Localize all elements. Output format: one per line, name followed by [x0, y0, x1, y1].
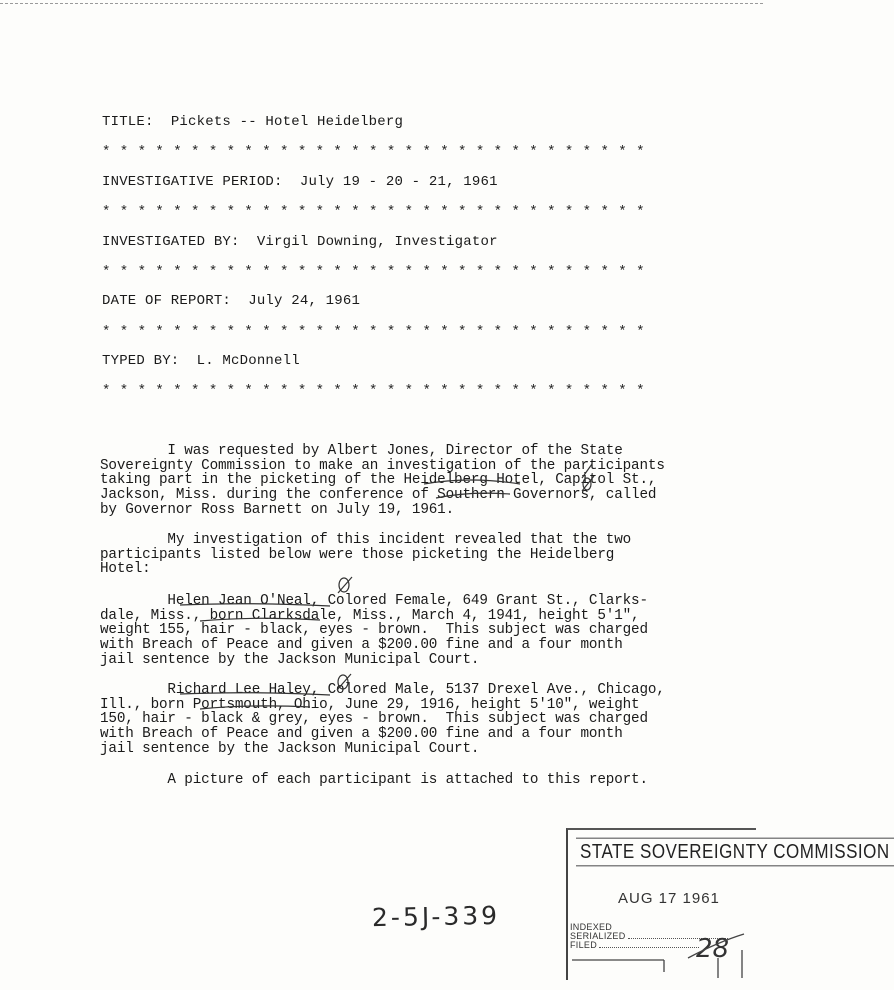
stamp-date: AUG 17 1961	[618, 890, 720, 907]
separator-5: * * * * * * * * * * * * * * * * * * * * * * * * * * * * * * *	[102, 383, 645, 399]
separator-3: * * * * * * * * * * * * * * * * * * * * * * * * * * * * * * *	[102, 264, 645, 280]
stamp-title: STATE SOVEREIGNTY COMMISSION	[576, 838, 894, 867]
paragraph-findings: My investigation of this incident revealed that the two participants listed below were those picketing the Heidelberg Hotel:	[100, 532, 632, 578]
paragraph-participant-haley: Richard Lee Haley, Colored Male, 5137 Drexel Ave., Chicago, Ill., born Portsmouth, Ohio, June 29, 1916, height 5'10", weight 150, hair - black & grey, eyes - brown. This subject was charged with Breach of Peace and given a $200.00 fine and a four month jail sentence by the Jackson Municipal Court.	[100, 682, 665, 757]
period-value: July 19 - 20 - 21, 1961	[299, 174, 498, 190]
paragraph-request: I was requested by Albert Jones, Director of the State Sovereignty Commission to make an investigation of the participants taking part in the picketing of the Heidelberg Hotel, Capitol St., Jackson, Miss. during the conference of Southern Governors, called by Governor Ross Barnett on July 19, 1961.	[100, 443, 665, 518]
stamp-signature-stroke	[688, 934, 744, 958]
stamp-filed: FILED	[570, 940, 699, 950]
investigator-label: INVESTIGATED BY:	[102, 234, 240, 250]
separator-1: * * * * * * * * * * * * * * * * * * * * * * * * * * * * * * *	[102, 144, 645, 160]
paragraph-attachment-note: A picture of each participant is attached to this report.	[100, 772, 648, 788]
underline-southern	[436, 493, 510, 498]
title-value: Pickets -- Hotel Heidelberg	[170, 114, 404, 130]
stamp-lines	[568, 830, 756, 980]
file-number: 2-5J-339	[371, 900, 501, 933]
typed-by-label: TYPED BY:	[102, 353, 180, 369]
report-date-label: DATE OF REPORT:	[102, 293, 232, 309]
stamp-serialized: SERIALIZED	[570, 931, 728, 941]
underline-portsmouth	[200, 706, 310, 709]
check-slash-participants	[582, 464, 592, 478]
underline-clarksdale	[200, 618, 320, 621]
period-label: INVESTIGATIVE PERIOD:	[102, 174, 283, 190]
title-label: TITLE:	[102, 114, 154, 130]
paragraph-participant-oneal: Helen Jean O'Neal, Colored Female, 649 Grant St., Clarks- dale, Miss., born Clarksdale, Miss., March 4, 1941, height 5'1", weight 155, hair - black, eyes - brown. This subject was charged with Breach of Peace and given a $200.00 fine and a four month jail sentence by the Jackson Municipal Court.	[100, 593, 648, 668]
report-date-value: July 24, 1961	[248, 293, 361, 309]
separator-2: * * * * * * * * * * * * * * * * * * * * * * * * * * * * * * *	[102, 204, 645, 220]
underline-hotel	[424, 480, 520, 484]
stamp-indexed: INDEXED	[570, 922, 613, 932]
underline-oneal	[180, 604, 330, 606]
check-slash-haley	[337, 674, 351, 690]
receipt-stamp	[566, 828, 890, 980]
stamp-handwritten-number: 28	[696, 934, 730, 964]
investigator-value: Virgil Downing, Investigator	[256, 234, 498, 250]
check-slash-oneal	[338, 577, 352, 593]
underline-haley	[180, 693, 330, 695]
separator-4: * * * * * * * * * * * * * * * * * * * * * * * * * * * * * * *	[102, 324, 645, 340]
typed-by-value: L. McDonnell	[196, 353, 300, 369]
